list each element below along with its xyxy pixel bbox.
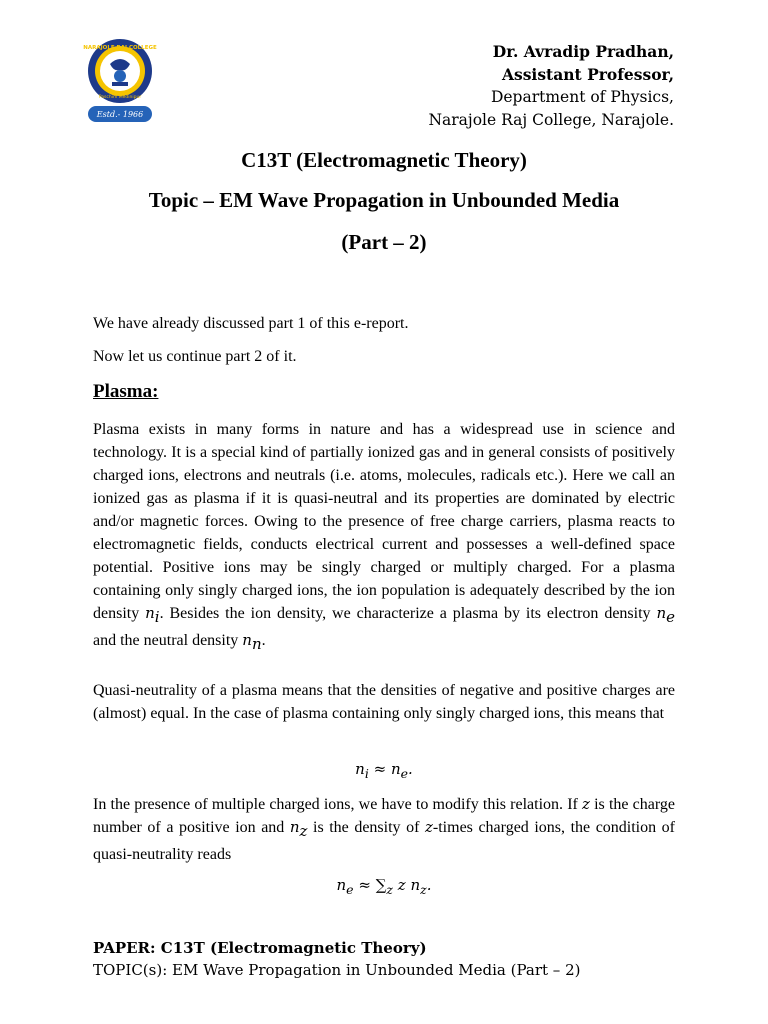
- author-name: Dr. Avradip Pradhan,: [492, 42, 674, 61]
- footer-paper-label: PAPER: [93, 939, 151, 957]
- equation-multiple-ions: $n_e \approx \sum_z$ z $n_z$.: [336, 876, 432, 897]
- footer-topic: TOPIC(s): EM Wave Propagation in Unbounded Media (Part – 2): [93, 961, 581, 979]
- author-block: [428, 40, 674, 132]
- paragraph-plasma-definition: Plasma exists in many forms in nature and has a widespread use in science and technology. It is a special kind of partially ionized gas and in general consists of positively charged ions, electrons and neutrals (i.e. atoms, molecules, radicals etc.). Here we call an ionized gas as plasma if it is quasi-neutral and its properties are dominated by electric and/or magnetic forces. Owing to the presence of free charge carriers, plasma reacts to electromagnetic fields, conducts electrical current and possesses a well-defined space potential. Positive ions may be singly charged or multiply charged. For a plasma containing only singly charged ions, the ion population is adequately described by the ion density $n_i$. Besides the ion density, we characterize a plasma by its electron density $n_e$ and the neutral density $n_n$.: [93, 421, 676, 654]
- logo-estd-text: Estd.- 1966: [96, 110, 144, 119]
- author-designation: Assistant Professor,: [501, 65, 674, 84]
- equation-quasi-neutrality: $n_i \approx n_e$.: [355, 760, 413, 781]
- college-logo: [82, 38, 158, 124]
- intro-line-1: We have already discussed part 1 of this e-report.: [93, 315, 409, 332]
- intro-line-2: Now let us continue part 2 of it.: [93, 348, 297, 365]
- logo-bottom-text: Paschim Medinipur: [98, 95, 142, 100]
- author-college: Narajole Raj College, Narajole.: [428, 111, 674, 129]
- course-title: C13T (Electromagnetic Theory): [241, 148, 527, 172]
- paragraph-multiple-ions: In the presence of multiple charged ions, we have to modify this relation. If z is the charge number of a positive ion and $n_z$ is the density of z-times charged ions, the condition of quasi-neutrality reads: [93, 795, 676, 864]
- footer-paper: [93, 938, 427, 959]
- footer-paper-value: : C13T (Electromagnetic Theory): [150, 939, 427, 957]
- section-heading: Plasma:: [93, 381, 159, 402]
- part-title: (Part – 2): [341, 230, 427, 254]
- topic-title: Topic – EM Wave Propagation in Unbounded Media: [148, 188, 620, 212]
- logo-ring-text: NARAJOLE RAJ COLLEGE: [83, 45, 157, 51]
- paragraph-quasi-neutrality: Quasi-neutrality of a plasma means that the densities of negative and positive charges are (almost) equal. In the case of plasma containing only singly charged ions, this means that: [93, 682, 675, 722]
- author-department: Department of Physics,: [490, 88, 674, 106]
